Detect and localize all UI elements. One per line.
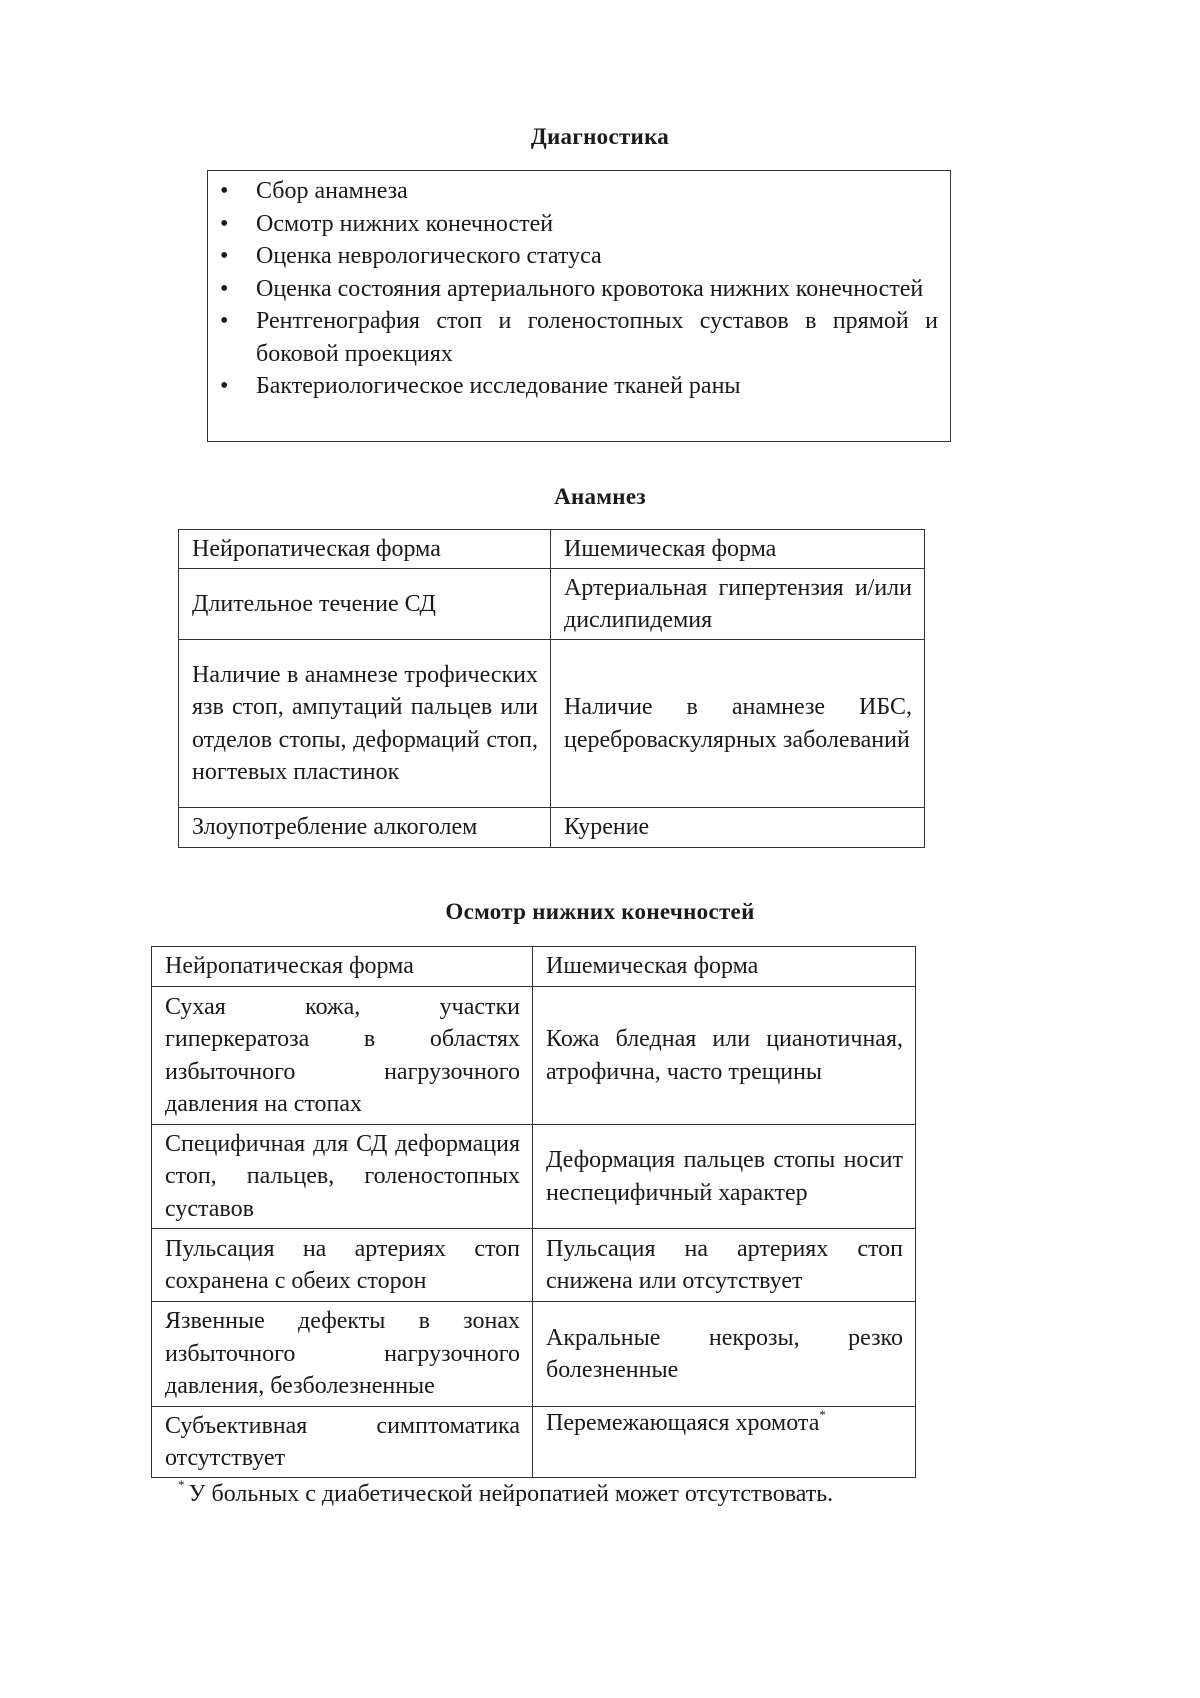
list-item: • Оценка неврологического статуса: [216, 240, 938, 273]
table-row: [152, 1125, 916, 1229]
table-cell: Злоупотребление алкоголем: [179, 808, 551, 848]
table-row: [152, 1229, 916, 1302]
bullet-icon: •: [220, 373, 229, 399]
table-cell: Субъективная симптоматика отсутствует: [152, 1407, 533, 1478]
table-cell: Перемежающаяся хромота*: [533, 1407, 916, 1478]
table-row: [152, 1407, 916, 1478]
footnote: [178, 1478, 833, 1510]
anamnesis-title: Анамнез: [554, 484, 646, 509]
table-cell: Наличие в анамнезе ИБС, цереброваскулярных заболеваний: [551, 640, 925, 808]
footnote-marker: *: [819, 1407, 826, 1422]
table-cell: Акральные некрозы, резко болезненные: [533, 1302, 916, 1407]
bullet-icon: •: [220, 210, 229, 237]
diagnostics-title: Диагностика: [530, 124, 670, 149]
anamnesis-table: [178, 529, 925, 848]
footnote-text: У больных с диабетической нейропатией может отсутствовать.: [188, 1481, 834, 1507]
column-header-ischemic: Ишемическая форма: [533, 947, 916, 987]
column-header-neuropathic: Нейропатическая форма: [179, 530, 551, 569]
column-header-neuropathic: Нейропатическая форма: [152, 947, 533, 987]
table-row: [179, 808, 925, 848]
table-cell: Курение: [551, 808, 925, 848]
column-header-ischemic: Ишемическая форма: [551, 530, 925, 569]
table-cell: Пульсация на артериях стоп сохранена с обеих сторон: [152, 1229, 533, 1302]
exam-title: Осмотр нижних конечностей: [445, 899, 755, 924]
table-header-row: [179, 530, 925, 569]
diagnostics-list-box: [207, 170, 951, 442]
exam-table: [151, 946, 916, 1478]
table-cell: Специфичная для СД деформация стоп, пальцев, голеностопных суставов: [152, 1125, 533, 1229]
list-item: • Оценка состояния артериального кровотока нижних конечностей: [216, 273, 938, 306]
list-item: • Осмотр нижних конечностей: [216, 208, 938, 241]
table-cell: Наличие в анамнезе трофических язв стоп, ампутаций пальцев или отделов стопы, деформаций стоп, ногтевых пластинок: [179, 640, 551, 808]
table-row: [152, 1302, 916, 1407]
table-cell: Кожа бледная или цианотичная, атрофична, часто трещины: [533, 987, 916, 1125]
footnote-marker: *: [178, 1477, 185, 1492]
bullet-icon: •: [220, 308, 229, 334]
table-cell: Деформация пальцев стопы носит неспецифичный характер: [533, 1125, 916, 1229]
table-cell: Длительное течение СД: [179, 569, 551, 640]
bullet-icon: •: [220, 275, 229, 302]
diagnostics-list: [216, 175, 938, 403]
list-item: • Бактериологическое исследование тканей раны: [216, 370, 938, 403]
table-row: [179, 569, 925, 640]
table-header-row: [152, 947, 916, 987]
table-row: [179, 640, 925, 808]
table-row: [152, 987, 916, 1125]
bullet-icon: •: [220, 243, 229, 269]
list-item: • Сбор анамнеза: [216, 175, 938, 208]
list-item: • Рентгенография стоп и голеностопных суставов в прямой и боковой проекциях: [216, 305, 938, 370]
table-cell: Пульсация на артериях стоп снижена или отсутствует: [533, 1229, 916, 1302]
table-cell: Сухая кожа, участки гиперкератоза в областях избыточного нагрузочного давления на стопах: [152, 987, 533, 1125]
table-cell: Язвенные дефекты в зонах избыточного нагрузочного давления, безболезненные: [152, 1302, 533, 1407]
table-cell: Артериальная гипертензия и/или дислипидемия: [551, 569, 925, 640]
bullet-icon: •: [220, 178, 229, 204]
